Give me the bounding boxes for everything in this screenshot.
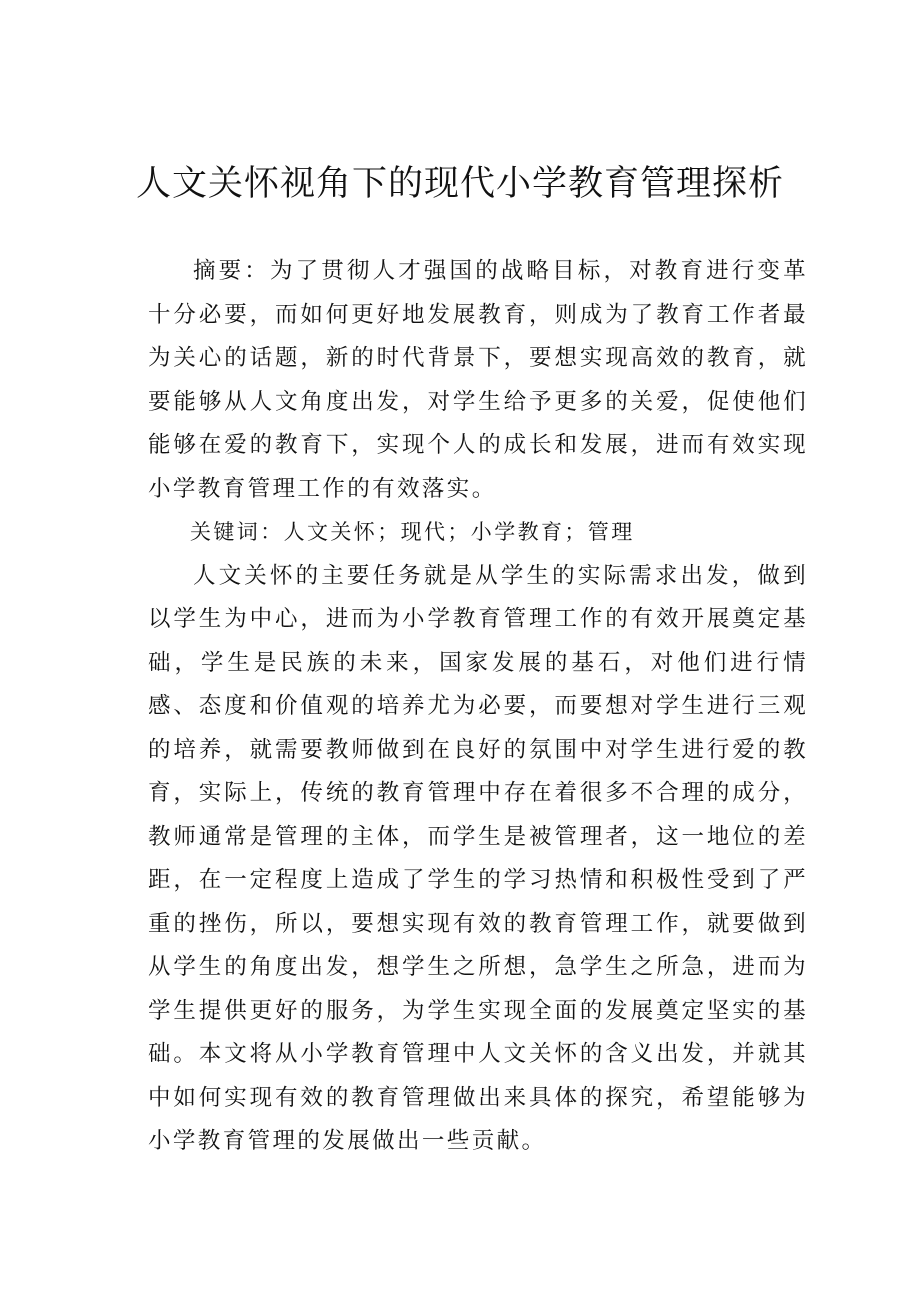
document-body — [148, 250, 808, 1164]
abstract-paragraph: 摘要：为了贯彻人才强国的战略目标，对教育进行变革十分必要，而如何更好地发展教育，则成为了教育工作者最为关心的话题，新的时代背景下，要想实现高效的教育，就要能够从人文角度出发，对学生给予更多的关爱，促使他们能够在爱的教育下，实现个人的成长和发展，进而有效实现小学教育管理工作的有效落实。 — [148, 258, 808, 502]
keywords-line: 关键词：人文关怀；现代；小学教育；管理 — [190, 520, 635, 544]
document-title: 人文关怀视角下的现代小学教育管理探析 — [135, 164, 784, 204]
body-paragraph: 人文关怀的主要任务就是从学生的实际需求出发，做到以学生为中心，进而为小学教育管理工作的有效开展奠定基础，学生是民族的未来，国家发展的基石，对他们进行情感、态度和价值观的培养尤为必要，而要想对学生进行三观的培养，就需要教师做到在良好的氛围中对学生进行爱的教育，实际上，传统的教育管理中存在着很多不合理的成分，教师通常是管理的主体，而学生是被管理者，这一地位的差距，在一定程度上造成了学生的学习热情和积极性受到了严重的挫伤，所以，要想实现有效的教育管理工作，就要做到从学生的角度出发，想学生之所想，急学生之所急，进而为学生提供更好的服务，为学生实现全面的发展奠定坚实的基础。本文将从小学教育管理中人文关怀的含义出发，并就其中如何实现有效的教育管理做出来具体的探究，希望能够为小学教育管理的发展做出一些贡献。 — [148, 562, 808, 1154]
